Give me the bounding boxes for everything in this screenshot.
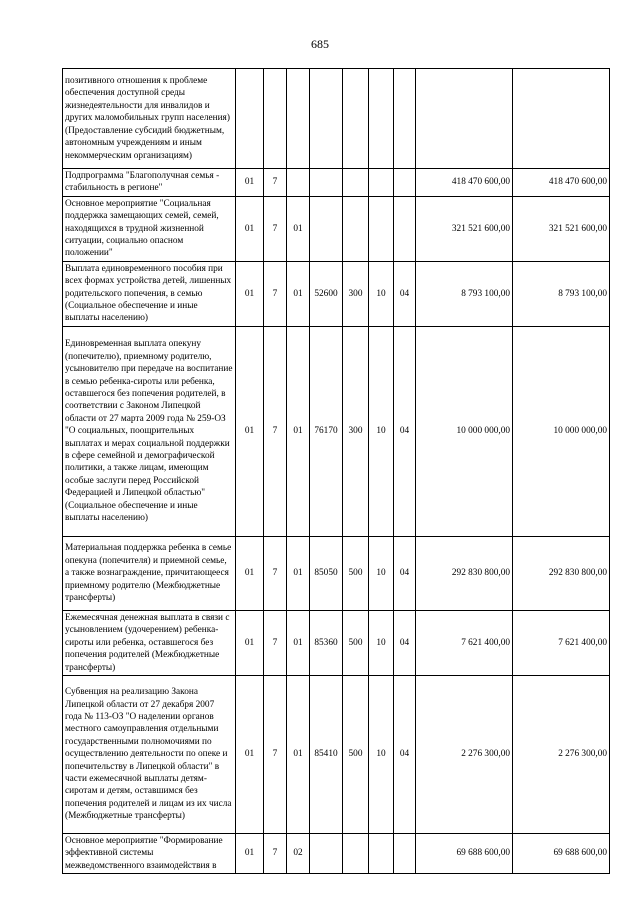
row-code-7: 04	[394, 610, 416, 675]
row-name: Субвенция на реализацию Закона Липецкой области от 27 декабря 2007 года № 113-ОЗ "О наделении органов местного самоуправления отдельными государственными полномочиями по осуществлению деятельности по опеке и попечительству в Липецкой области" в части ежемесячной выплаты детям-сиротам и детям, оставшимся без попечения родителей и лицам из их числа (Межбюджетные трансферты)	[63, 675, 236, 833]
row-code-3: 01	[287, 196, 310, 261]
row-code-2: 7	[264, 536, 287, 610]
table-row	[63, 169, 610, 197]
row-code-5	[343, 169, 369, 197]
row-code-2: 7	[264, 326, 287, 536]
row-code-7	[394, 833, 416, 873]
row-name: Основное мероприятие "Социальная поддержка замещающих семей, семей, находящихся в трудной жизненной ситуации, социально опасном положении"	[63, 196, 236, 261]
row-code-2: 7	[264, 196, 287, 261]
row-code-4: 85360	[310, 610, 343, 675]
row-code-6	[369, 169, 394, 197]
row-code-6: 10	[369, 326, 394, 536]
row-code-7: 04	[394, 326, 416, 536]
row-code-1: 01	[236, 326, 264, 536]
row-code-6	[369, 69, 394, 169]
row-sum-1: 2 276 300,00	[416, 675, 513, 833]
row-code-6: 10	[369, 536, 394, 610]
row-name: позитивного отношения к проблеме обеспечения доступной среды жизнедеятельности для инвалидов и других маломобильных групп населения) (Предоставление субсидий бюджетным, автономным учреждениям и иным некоммерческим организациям)	[63, 69, 236, 169]
row-code-1: 01	[236, 196, 264, 261]
row-code-4	[310, 169, 343, 197]
row-code-1: 01	[236, 536, 264, 610]
table-row	[63, 261, 610, 326]
row-code-1: 01	[236, 610, 264, 675]
row-sum-2: 8 793 100,00	[513, 261, 610, 326]
row-code-1: 01	[236, 169, 264, 197]
row-code-6: 10	[369, 610, 394, 675]
row-code-4: 85050	[310, 536, 343, 610]
page-number: 685	[311, 37, 329, 51]
row-code-7	[394, 169, 416, 197]
row-sum-1	[416, 69, 513, 169]
row-sum-1: 418 470 600,00	[416, 169, 513, 197]
row-code-4: 76170	[310, 326, 343, 536]
row-sum-2: 7 621 400,00	[513, 610, 610, 675]
table-row	[63, 610, 610, 675]
table-row	[63, 196, 610, 261]
table-row	[63, 69, 610, 169]
row-code-4	[310, 833, 343, 873]
row-code-7	[394, 196, 416, 261]
row-code-4: 85410	[310, 675, 343, 833]
row-name: Выплата единовременного пособия при всех формах устройства детей, лишенных родительского попечения, в семью (Социальное обеспечение и иные выплаты населению)	[63, 261, 236, 326]
table-row	[63, 536, 610, 610]
row-code-4: 52600	[310, 261, 343, 326]
row-code-5	[343, 196, 369, 261]
row-sum-2: 418 470 600,00	[513, 169, 610, 197]
row-code-2: 7	[264, 675, 287, 833]
row-code-3	[287, 69, 310, 169]
row-name: Основное мероприятие "Формирование эффективной системы межведомственного взаимодействия в	[63, 833, 236, 873]
row-sum-1: 69 688 600,00	[416, 833, 513, 873]
row-code-3: 01	[287, 536, 310, 610]
row-code-7: 04	[394, 261, 416, 326]
row-sum-2: 2 276 300,00	[513, 675, 610, 833]
row-code-3: 01	[287, 261, 310, 326]
row-code-5	[343, 69, 369, 169]
row-code-2: 7	[264, 833, 287, 873]
row-code-3: 02	[287, 833, 310, 873]
row-sum-1: 292 830 800,00	[416, 536, 513, 610]
row-name: Подпрограмма "Благополучная семья - стабильность в регионе"	[63, 169, 236, 197]
row-code-1: 01	[236, 261, 264, 326]
row-sum-2: 292 830 800,00	[513, 536, 610, 610]
row-code-5: 300	[343, 326, 369, 536]
budget-table	[62, 68, 610, 874]
row-code-3: 01	[287, 675, 310, 833]
row-sum-1: 10 000 000,00	[416, 326, 513, 536]
row-code-2: 7	[264, 261, 287, 326]
row-code-4	[310, 196, 343, 261]
row-code-1	[236, 69, 264, 169]
row-code-5: 500	[343, 610, 369, 675]
row-code-6: 10	[369, 261, 394, 326]
row-code-7: 04	[394, 675, 416, 833]
row-code-1: 01	[236, 675, 264, 833]
row-sum-1: 321 521 600,00	[416, 196, 513, 261]
row-code-4	[310, 69, 343, 169]
row-code-2: 7	[264, 610, 287, 675]
row-code-7: 04	[394, 536, 416, 610]
row-code-6: 10	[369, 675, 394, 833]
row-code-5: 300	[343, 261, 369, 326]
row-code-7	[394, 69, 416, 169]
table-row	[63, 833, 610, 873]
row-sum-2: 10 000 000,00	[513, 326, 610, 536]
row-sum-1: 7 621 400,00	[416, 610, 513, 675]
row-code-2: 7	[264, 169, 287, 197]
row-code-6	[369, 833, 394, 873]
row-code-3: 01	[287, 326, 310, 536]
row-name: Единовременная выплата опекуну (попечителю), приемному родителю, усыновителю при передаче на воспитание в семью ребенка-сироты или ребенка, оставшегося без попечения родителей, в соответствии с Законом Липецкой области от 27 марта 2009 года № 259-ОЗ "О социальных, поощрительных выплатах и мерах социальной поддержки в сфере семейной и демографической политики, а также лицам, имеющим особые заслуги перед Российской Федерацией и Липецкой областью" (Социальное обеспечение и иные выплаты населению)	[63, 326, 236, 536]
row-code-1: 01	[236, 833, 264, 873]
row-code-5	[343, 833, 369, 873]
row-name: Материальная поддержка ребенка в семье опекуна (попечителя) и приемной семье, а также вознаграждение, причитающееся приемному родителю (Межбюджетные трансферты)	[63, 536, 236, 610]
row-code-5: 500	[343, 536, 369, 610]
row-code-6	[369, 196, 394, 261]
row-code-5: 500	[343, 675, 369, 833]
row-code-3	[287, 169, 310, 197]
row-code-2	[264, 69, 287, 169]
row-sum-2: 321 521 600,00	[513, 196, 610, 261]
row-sum-2	[513, 69, 610, 169]
row-sum-2: 69 688 600,00	[513, 833, 610, 873]
table-row	[63, 326, 610, 536]
row-code-3: 01	[287, 610, 310, 675]
row-name: Ежемесячная денежная выплата в связи с усыновлением (удочерением) ребенка-сироты или ребенка, оставшегося без попечения родителей (Межбюджетные трансферты)	[63, 610, 236, 675]
row-sum-1: 8 793 100,00	[416, 261, 513, 326]
table-row	[63, 675, 610, 833]
table-body	[63, 69, 610, 874]
